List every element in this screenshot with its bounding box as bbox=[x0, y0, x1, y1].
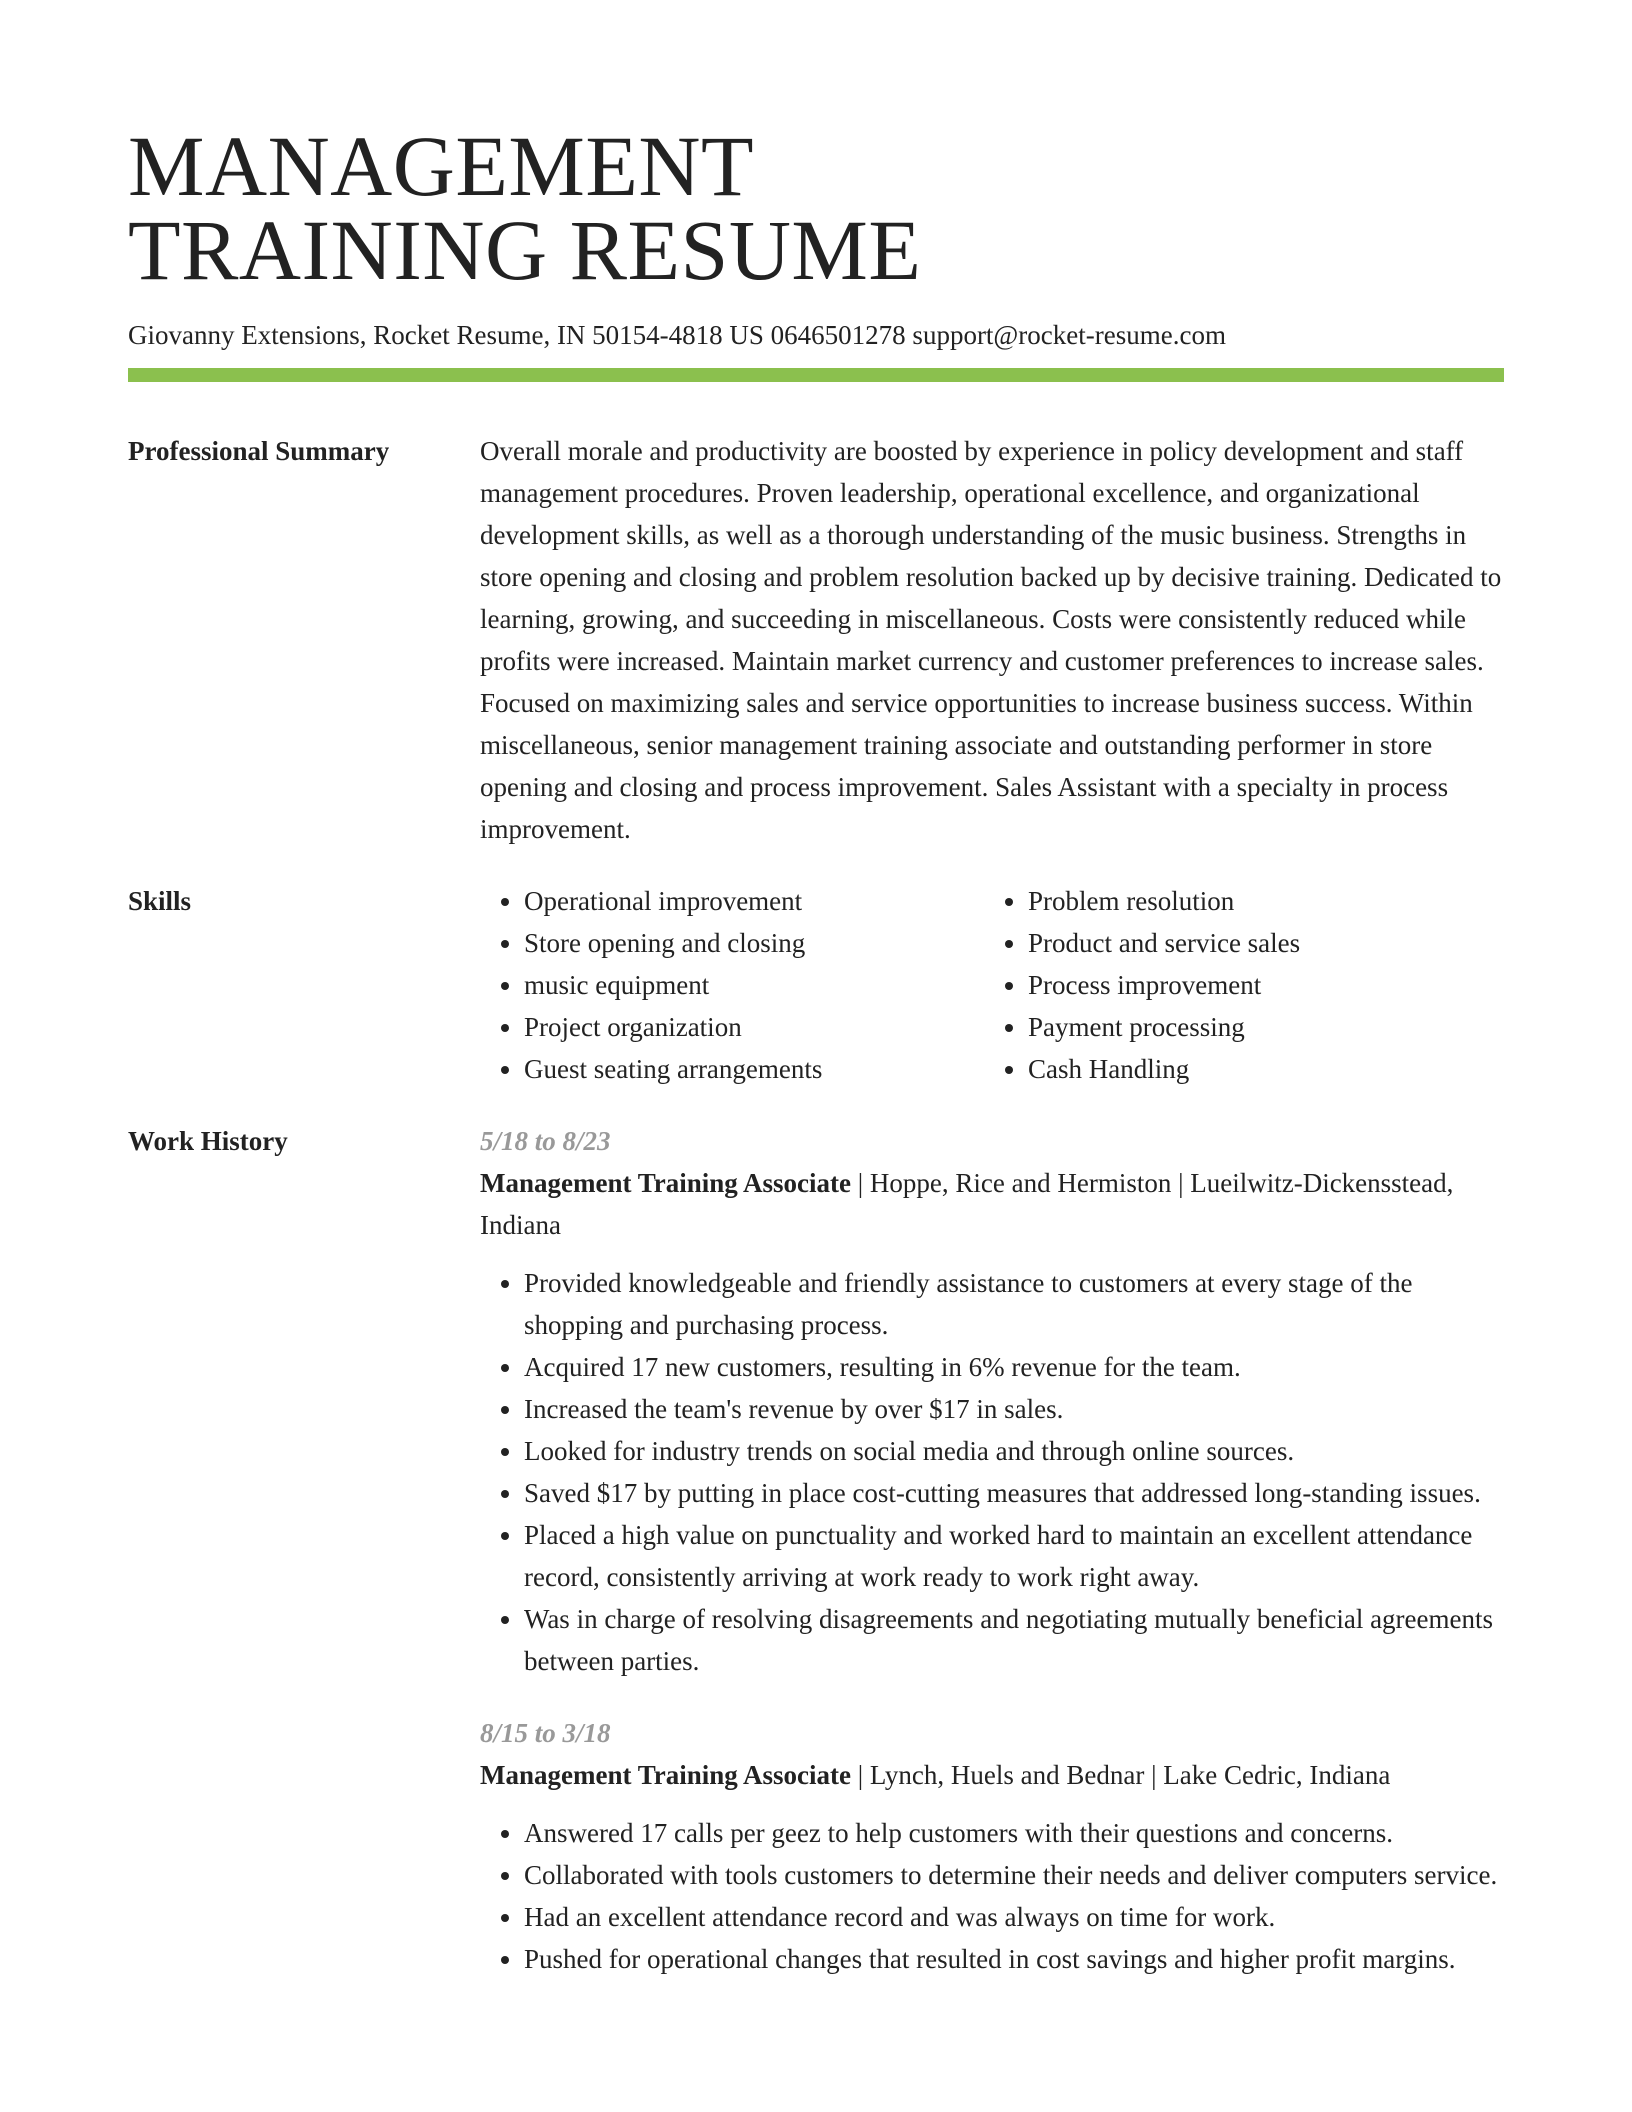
resume-page bbox=[128, 0, 1504, 1980]
work-history-body bbox=[480, 1120, 1504, 1980]
skill-item: • Project organization bbox=[524, 1006, 984, 1048]
skill-item: • Guest seating arrangements bbox=[524, 1048, 984, 1090]
job-bullets bbox=[480, 1262, 1504, 1682]
resume-title-line-2: TRAINING RESUME bbox=[128, 202, 922, 298]
skills-section bbox=[128, 880, 1504, 1090]
skill-item: • Payment processing bbox=[1028, 1006, 1528, 1048]
work-history-section bbox=[128, 1120, 1504, 1980]
job-bullet: • Answered 17 calls per geez to help customers with their questions and concerns. bbox=[524, 1812, 1504, 1854]
skill-item: • Cash Handling bbox=[1028, 1048, 1528, 1090]
job-entry-1 bbox=[480, 1120, 1504, 1682]
section-label-work-history: Work History bbox=[128, 1126, 288, 1156]
job-bullets bbox=[480, 1812, 1504, 1980]
skills-list-left bbox=[480, 880, 984, 1090]
skill-item: • Store opening and closing bbox=[524, 922, 984, 964]
section-label-professional-summary: Professional Summary bbox=[128, 436, 390, 466]
job-bullet: • Was in charge of resolving disagreements and negotiating mutually beneficial agreements between parties. bbox=[524, 1598, 1504, 1682]
job-bullet: • Placed a high value on punctuality and worked hard to maintain an excellent attendance record, consistently arriving at work ready to work right away. bbox=[524, 1514, 1504, 1598]
job-bullet: • Increased the team's revenue by over $17 in sales. bbox=[524, 1388, 1504, 1430]
job-date: 8/15 to 3/18 bbox=[480, 1718, 611, 1748]
skill-item: • Operational improvement bbox=[524, 880, 984, 922]
job-bullet: • Provided knowledgeable and friendly assistance to customers at every stage of the shopping and purchasing process. bbox=[524, 1262, 1504, 1346]
skills-body bbox=[480, 880, 1528, 1090]
accent-divider bbox=[128, 368, 1504, 382]
job-company-location: | Lynch, Huels and Bednar | Lake Cedric, Indiana bbox=[851, 1760, 1391, 1790]
job-bullet: • Acquired 17 new customers, resulting in 6% revenue for the team. bbox=[524, 1346, 1504, 1388]
section-label-skills: Skills bbox=[128, 886, 192, 916]
job-bullet: • Collaborated with tools customers to determine their needs and deliver computers service. bbox=[524, 1854, 1504, 1896]
job-company-location: | Hoppe, Rice and Hermiston | Lueilwitz-Dickensstead, Indiana bbox=[480, 1168, 1454, 1240]
job-heading bbox=[480, 1754, 1504, 1796]
job-heading bbox=[480, 1162, 1504, 1246]
job-bullet: • Looked for industry trends on social media and through online sources. bbox=[524, 1430, 1504, 1472]
professional-summary-section bbox=[128, 430, 1504, 850]
contact-info: Giovanny Extensions, Rocket Resume, IN 50154-4818 US 0646501278 support@rocket-resume.com bbox=[128, 320, 1226, 350]
skill-item: • Problem resolution bbox=[1028, 880, 1528, 922]
job-bullet: • Pushed for operational changes that resulted in cost savings and higher profit margins. bbox=[524, 1938, 1504, 1980]
skill-item: • Product and service sales bbox=[1028, 922, 1528, 964]
skills-grid bbox=[480, 880, 1528, 1090]
resume-title-line-1: MANAGEMENT bbox=[128, 118, 755, 214]
skill-item: • music equipment bbox=[524, 964, 984, 1006]
resume-title bbox=[128, 0, 1504, 298]
skills-list-right bbox=[984, 880, 1528, 1090]
job-role: Management Training Associate bbox=[480, 1760, 851, 1790]
skill-item: • Process improvement bbox=[1028, 964, 1528, 1006]
job-date: 5/18 to 8/23 bbox=[480, 1126, 611, 1156]
professional-summary-body bbox=[480, 430, 1504, 850]
job-entry-2 bbox=[480, 1712, 1504, 1980]
job-bullet: • Had an excellent attendance record and was always on time for work. bbox=[524, 1896, 1504, 1938]
professional-summary-text: Overall morale and productivity are boosted by experience in policy development and staff management procedures. Proven leadership, operational excellence, and organizational development skills, as well as a thorough understanding of the music business. Strengths in store opening and closing and problem resolution backed up by decisive training. Dedicated to learning, growing, and succeeding in miscellaneous. Costs were consistently reduced while profits were increased. Maintain market currency and customer preferences to increase sales. Focused on maximizing sales and service opportunities to increase business success. Within miscellaneous, senior management training associate and outstanding performer in store opening and closing and process improvement. Sales Assistant with a specialty in process improvement. bbox=[480, 436, 1502, 844]
job-role: Management Training Associate bbox=[480, 1168, 851, 1198]
job-bullet: • Saved $17 by putting in place cost-cutting measures that addressed long-standing issues. bbox=[524, 1472, 1504, 1514]
